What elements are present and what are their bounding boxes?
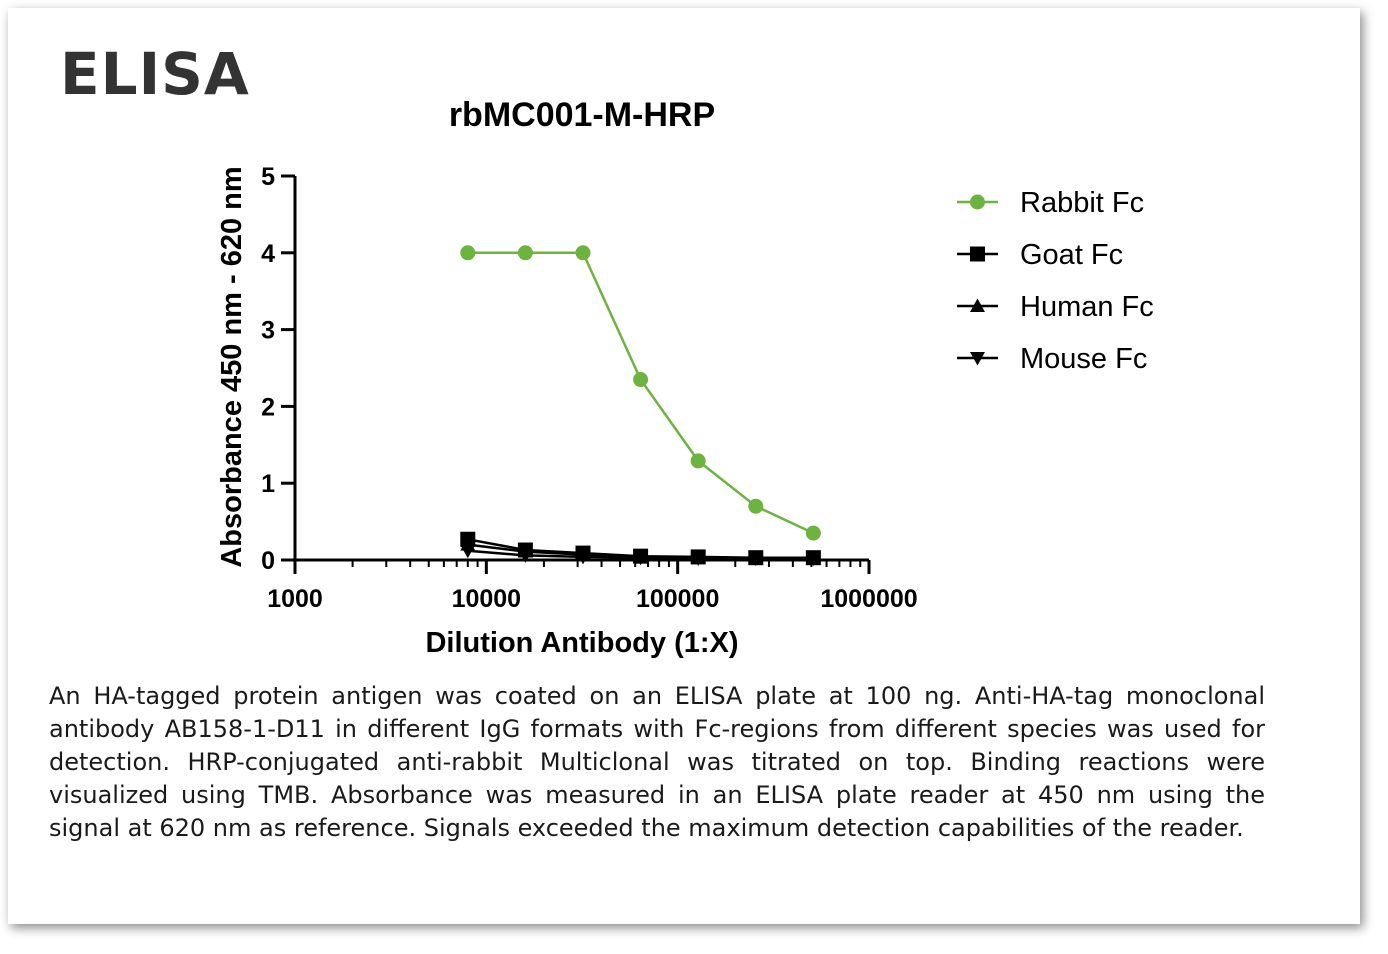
- chart-title: rbMC001-M-HRP: [448, 96, 716, 134]
- legend-item-rabbit-fc: [957, 187, 1144, 219]
- data-point-rabbit-fc: [691, 453, 706, 468]
- y-tick-label: 1: [261, 470, 275, 499]
- data-point-rabbit-fc: [575, 245, 590, 260]
- data-point-rabbit-fc: [518, 245, 533, 260]
- x-tick-label: 100000: [635, 585, 720, 613]
- axes: [261, 163, 918, 613]
- data-point-goat-fc: [518, 543, 533, 558]
- data-point-rabbit-fc: [460, 245, 475, 260]
- x-axis-label: Dilution Antibody (1:X): [425, 627, 739, 659]
- data-point-rabbit-fc: [748, 499, 763, 514]
- legend-item-human-fc: [957, 291, 1154, 323]
- y-tick-label: 3: [261, 316, 275, 345]
- y-tick-label: 0: [261, 547, 275, 575]
- data-point-goat-fc: [748, 550, 763, 565]
- section-heading: ELISA: [60, 40, 250, 108]
- legend-item-mouse-fc: [957, 343, 1147, 375]
- legend: [957, 187, 1154, 375]
- legend-label-rabbit-fc: Rabbit Fc: [1020, 187, 1145, 219]
- data-point-goat-fc: [806, 550, 821, 565]
- series-rabbit-fc: [460, 245, 821, 540]
- y-tick-label: 4: [261, 239, 275, 268]
- y-axis-label: Absorbance 450 nm - 620 nm: [216, 166, 248, 568]
- data-point-rabbit-fc: [806, 526, 821, 541]
- figure-caption: An HA-tagged protein antigen was coated on an ELISA plate at 100 ng. Anti-HA-tag monoclonal antibody AB158-1-D11 in different IgG formats with Fc-regions from different species was used for detection. HRP-conjugated anti-rabbit Multiclonal was titrated on top. Binding reactions were visualized using TMB. Absorbance was measured in an ELISA plate reader at 450 nm using the signal at 620 nm as reference. Signals exceeded the maximum detection capabilities of the reader.: [49, 682, 1265, 842]
- plot-area: [460, 245, 821, 566]
- series-line-rabbit-fc: [468, 253, 814, 533]
- legend-label-mouse-fc: Mouse Fc: [1020, 343, 1148, 375]
- x-tick-label: 1000: [267, 585, 323, 613]
- y-tick-label: 5: [261, 163, 275, 191]
- legend-item-goat-fc: [957, 239, 1123, 271]
- x-tick-label: 1000000: [820, 585, 918, 613]
- x-tick-label: 10000: [451, 585, 522, 613]
- data-point-goat-fc: [575, 546, 590, 561]
- legend-label-goat-fc: Goat Fc: [1020, 239, 1124, 271]
- data-point-goat-fc: [460, 532, 475, 547]
- legend-label-human-fc: Human Fc: [1020, 291, 1154, 323]
- data-point-rabbit-fc: [633, 372, 648, 387]
- legend-marker-goat-fc: [970, 247, 985, 262]
- legend-marker-rabbit-fc: [970, 195, 985, 210]
- data-point-goat-fc: [691, 549, 706, 564]
- y-tick-label: 2: [261, 393, 275, 422]
- data-point-goat-fc: [633, 549, 648, 564]
